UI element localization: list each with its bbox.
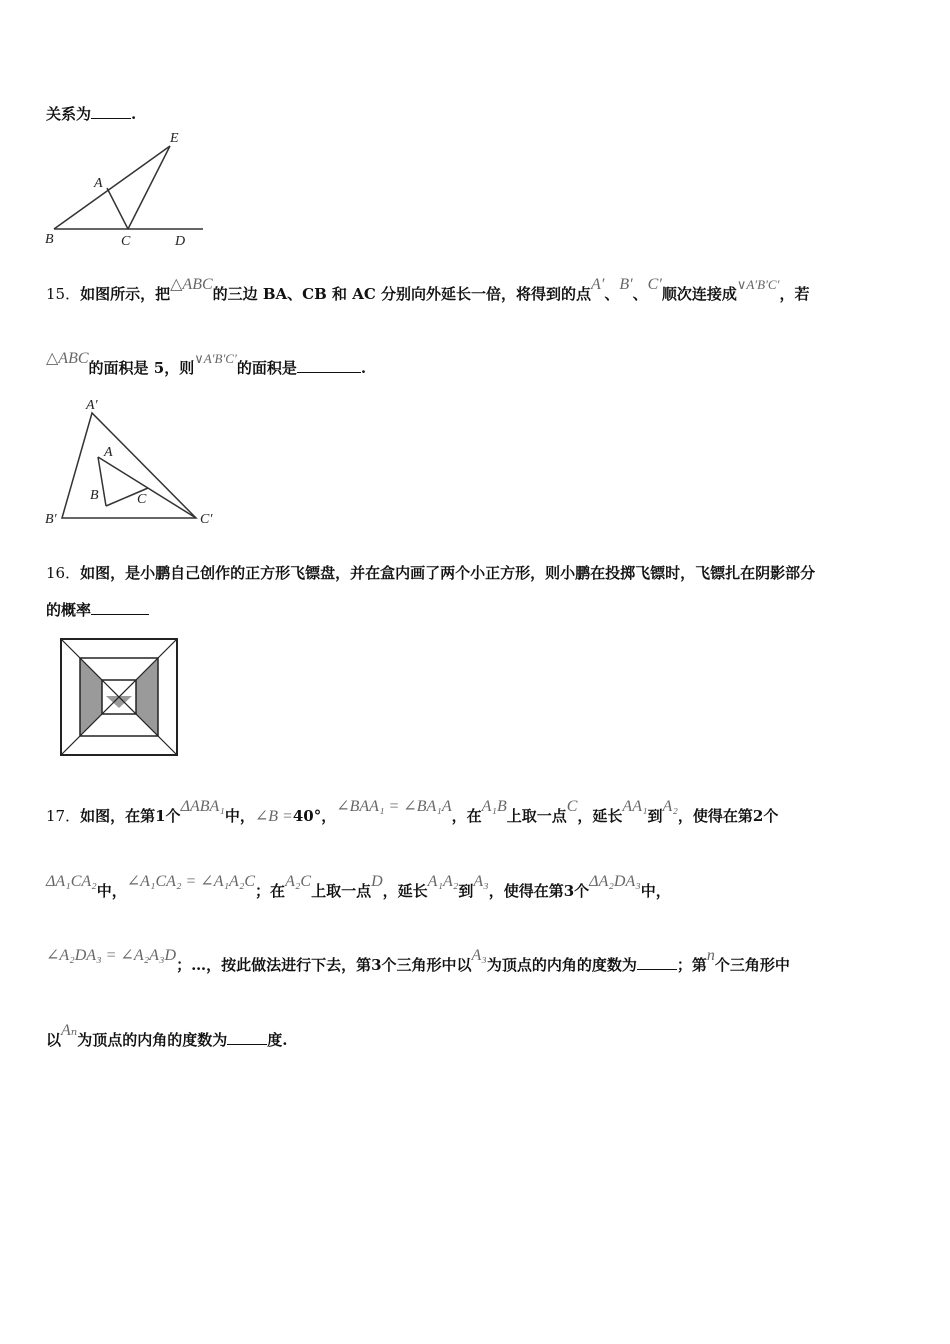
q15-line2: △ABC的面积是 5，则∨A′B′C′的面积是 . — [46, 350, 367, 377]
q15-line1: 15．如图所示，把△ABC的三边 BA、CB 和 AC 分别向外延长一倍，将得到的点A′、B′、C′顺次连接成∨A′B′C′，若 — [46, 276, 810, 303]
math-a-prime: A′ — [591, 276, 605, 293]
q17-line1: 17．如图，在第1个ΔABA₁中，∠B =40°，∠BAA₁ = ∠BA₁A，在A₁B上取一点C，延长AA₁到A₂，使得在第2个 — [46, 798, 779, 825]
math-triangle-a1ca2: ΔA₁CA₂ — [46, 873, 97, 890]
triangle-outer — [62, 413, 196, 518]
line-a-cprime — [98, 457, 196, 518]
label-b: B — [90, 488, 99, 503]
q16-line1: 16．如图，是小鹏自己创作的正方形飞镖盘，并在盒内画了两个小正方形，则小鹏在投掷飞镖时，飞镖扎在阴影部分 — [46, 564, 816, 582]
label-d: D — [175, 234, 186, 249]
math-eq1: ∠BAA₁ = ∠BA₁A — [336, 798, 452, 815]
math-eq3: ∠A₂DA₃ = ∠A₂A₃D — [46, 947, 177, 964]
math-b-prime: B′ — [619, 276, 633, 293]
figure-16-dartboard — [58, 636, 183, 758]
q17-answer-blank-1[interactable] — [637, 955, 677, 970]
math-triangle-abc-2: △ABC — [46, 350, 89, 367]
figure-14 — [40, 128, 215, 253]
math-angle-b: ∠B = — [254, 808, 293, 825]
math-point-c: C — [566, 798, 578, 815]
math-seg-a1a2: A₁A₂ — [427, 873, 459, 890]
line-ec — [128, 146, 170, 229]
q17-line3: ∠A₂DA₃ = ∠A₂A₃D；…，按此做法进行下去，第3个三角形中以A₃为顶点的内角的度数为 ；第n个三角形中 — [46, 947, 790, 974]
math-seg-a2c: A₂C — [285, 873, 312, 890]
q17-number: 17． — [46, 807, 81, 825]
prev-text: 关系为 — [46, 105, 92, 123]
q17-answer-blank-2[interactable] — [227, 1030, 267, 1045]
q15-answer-blank[interactable] — [297, 358, 361, 373]
answer-blank[interactable] — [91, 104, 131, 119]
q16-number: 16． — [46, 564, 81, 582]
math-seg-aa1: AA₁ — [622, 798, 648, 815]
math-seg-a1b: A₁B — [481, 798, 507, 815]
math-triangle-prime: ∨A′B′C′ — [736, 277, 780, 292]
math-n: n — [706, 947, 715, 964]
math-a3: A₃ — [471, 947, 487, 964]
figure-15 — [40, 395, 230, 535]
label-a: A — [104, 445, 113, 460]
label-b: B — [45, 232, 54, 247]
math-c-prime: C′ — [647, 276, 662, 293]
line-be — [54, 146, 170, 229]
math-point-a3: A₃ — [473, 873, 489, 890]
label-c: C — [121, 234, 131, 249]
math-triangle-a2da3: ΔA₂DA₃ — [589, 873, 641, 890]
label-b-prime: B′ — [45, 512, 57, 527]
label-c-prime: C′ — [200, 512, 213, 527]
label-a-prime: A′ — [86, 398, 98, 413]
label-c: C — [137, 492, 147, 507]
q16-answer-blank[interactable] — [91, 600, 149, 615]
q17-line2: ΔA₁CA₂中，∠A₁CA₂ = ∠A₁A₂C；在A₂C上取一点D，延长A₁A₂到A₃，使得在第3个ΔA₂DA₃中， — [46, 873, 671, 900]
math-triangle-prime-2: ∨A′B′C′ — [194, 351, 237, 366]
line-ac — [107, 188, 128, 229]
line-ab — [98, 457, 106, 506]
q16-line2: 的概率 — [46, 600, 149, 620]
math-point-d: D — [371, 873, 383, 890]
label-e: E — [170, 131, 179, 146]
math-triangle-aba1: ΔABA₁ — [180, 798, 225, 815]
q15-number: 15． — [46, 285, 81, 303]
math-triangle-abc: △ABC — [170, 276, 213, 293]
math-point-a2: A₂ — [662, 798, 678, 815]
label-a: A — [94, 176, 103, 191]
math-an: Aₙ — [61, 1022, 78, 1039]
math-eq2: ∠A₁CA₂ = ∠A₁A₂C — [126, 873, 256, 890]
q17-line4: 以Aₙ为顶点的内角的度数为 度. — [46, 1022, 288, 1049]
prev-question-tail: 关系为 . — [46, 105, 137, 123]
